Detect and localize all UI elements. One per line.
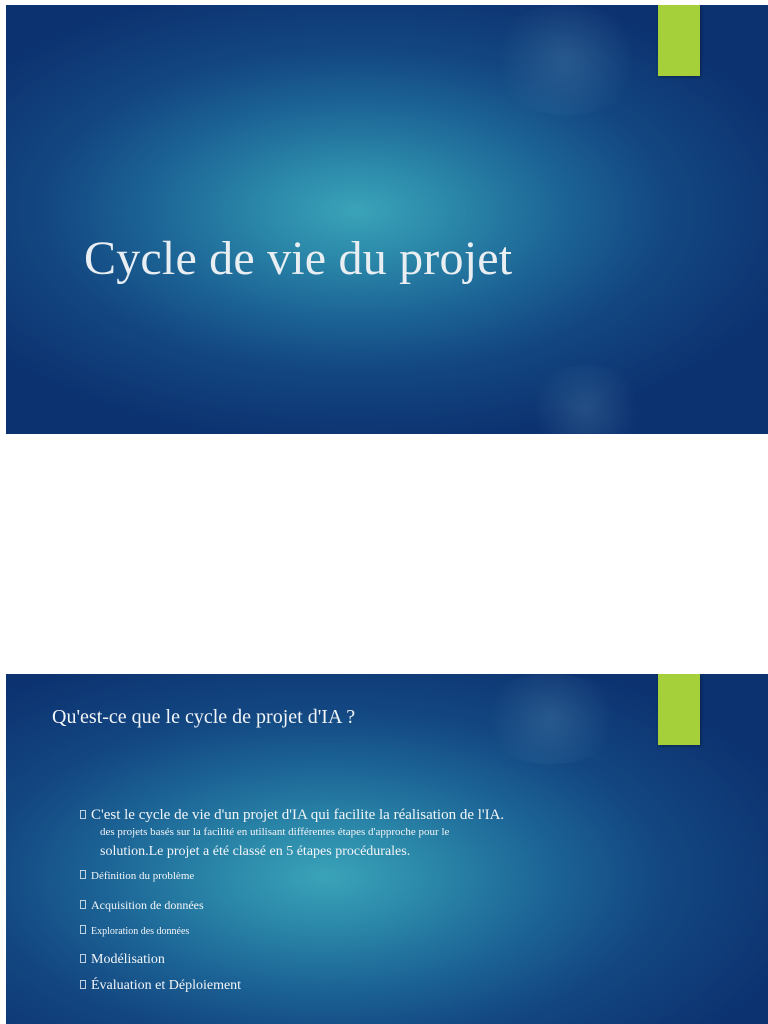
content-slide xyxy=(6,674,768,1024)
background-glow xyxy=(526,365,646,434)
list-item xyxy=(80,870,194,882)
list-item-label: Évaluation et Déploiement xyxy=(91,978,242,993)
list-item-label: Définition du problème xyxy=(91,870,195,882)
accent-bar xyxy=(658,5,700,76)
missing-glyph-box-icon xyxy=(80,980,86,989)
list-item xyxy=(80,898,204,913)
missing-glyph-box-icon xyxy=(80,870,86,879)
intro-line-3: solution.Le projet a été classé en 5 étapes procédurales. xyxy=(100,844,411,859)
intro-line-2: des projets basés sur la facilité en utilisant différentes étapes d'approche pour le xyxy=(100,826,450,838)
list-item xyxy=(80,925,189,937)
missing-glyph-box-icon xyxy=(80,900,86,909)
missing-glyph-box-icon xyxy=(80,925,86,934)
intro-bullet xyxy=(80,806,730,824)
slide-content xyxy=(80,806,730,993)
missing-glyph-box-icon xyxy=(80,810,86,819)
slide-title: Cycle de vie du projet xyxy=(84,232,513,285)
list-item xyxy=(80,952,165,968)
background-glow xyxy=(486,5,646,115)
slide-heading: Qu'est-ce que le cycle de projet d'IA ? xyxy=(52,706,356,728)
list-item-label: Acquisition de données xyxy=(91,898,204,912)
intro-line-1: C'est le cycle de vie d'un projet d'IA qui facilite la réalisation de l'IA. xyxy=(91,807,505,823)
list-item-label: Exploration des données xyxy=(91,926,190,937)
title-slide xyxy=(6,5,768,434)
accent-bar xyxy=(658,674,700,745)
missing-glyph-box-icon xyxy=(80,954,86,963)
background-glow xyxy=(476,674,626,764)
list-item xyxy=(80,978,241,994)
list-item-label: Modélisation xyxy=(91,952,165,967)
